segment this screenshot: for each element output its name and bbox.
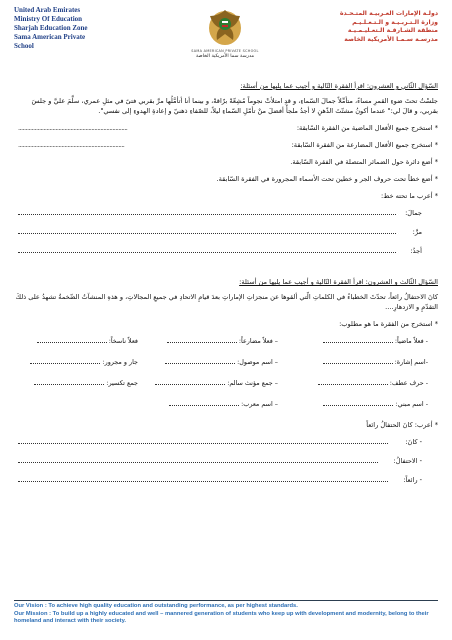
cell-label: -اسم إشارة: <box>394 358 428 367</box>
answer-line[interactable] <box>18 443 388 444</box>
question-23-title: السّؤال الثّالث و العشرون: اقرأ الفقرة التّالية و أجيب عما يليها من أسئلة: <box>239 278 438 287</box>
extract-row <box>14 400 438 409</box>
answer-line[interactable] <box>165 363 235 364</box>
answer-line[interactable] <box>18 252 396 253</box>
answer-line[interactable] <box>323 363 393 364</box>
task-text: * استخرج جميع الأفعال المضارعة من الفقرة السّابقة: <box>291 141 438 150</box>
task-text: * أعرب ما تحته خط: <box>380 192 438 201</box>
parse-label: - الاحتفالُ: <box>393 457 422 466</box>
question-22-title: السّؤال الثّاني و العشرون: اقرأ الفقرة التّالية و أجيب عما يليها من أسئلة: <box>240 82 438 90</box>
parse-label: - رائعاً: <box>403 476 422 485</box>
answer-blank[interactable]: ....................................................................... <box>18 141 125 150</box>
parse-row <box>14 228 438 237</box>
answer-line[interactable] <box>18 233 396 234</box>
extract-row <box>14 379 438 388</box>
cell-label: – اسم موصول: <box>237 358 278 367</box>
school-name-arabic <box>288 10 438 44</box>
cell-label: - حرف عطف: <box>389 379 428 388</box>
task-parse-underlined <box>14 192 438 201</box>
cell-label: جمع تكسير: <box>106 379 138 388</box>
page-footer <box>0 600 452 640</box>
header-en-line: School <box>14 42 34 50</box>
footer-divider <box>14 600 438 601</box>
parse-label: جمالَ: <box>405 209 422 218</box>
header-en-line: Sama American Private <box>14 33 86 41</box>
question-23-paragraph: كانَ الاحتفالُ رائعاً، تحدّثَ الخطباءُ في الكلماتِ الّتي ألقوها عن منجزاتِ الإماراتِ بعدَ قيامِ الاتحادِ في جميعِ المجالاتِ، و هذهِ المنشآتُ الضّخمةُ تشهدُ على ذلكَ التقدّمِ و الازدهارِ.... <box>15 293 438 311</box>
task-circle-pronouns <box>14 158 438 167</box>
extract-row <box>14 358 438 367</box>
extract-cell <box>34 379 138 388</box>
header-en-line: United Arab Emirates <box>14 6 81 14</box>
worksheet-body <box>14 82 438 495</box>
task-text: * أضع خطاً تحت حروف الجر و خطين تحت الأسماء المجرورة في الفقرة السّابقة. <box>216 175 438 184</box>
footer-text <box>14 603 434 626</box>
parse-row <box>14 209 438 218</box>
task-parse-sentence <box>14 421 438 430</box>
extract-cell <box>155 379 278 388</box>
extract-row <box>14 337 438 346</box>
parse-row <box>14 476 438 485</box>
extract-cell <box>318 379 428 388</box>
school-name-english <box>14 6 164 51</box>
header-ar-line: مدرسـة سـمـا الأمريكية الخاصة <box>344 35 438 43</box>
logo-caption-english: SAMA AMERICAN PRIVATE SCHOOL <box>191 49 259 53</box>
answer-line[interactable] <box>34 384 104 385</box>
extract-cell <box>169 400 278 409</box>
header-ar-line: وزارة الـتـربـيـة و الـتـعـلـيـم <box>352 18 438 26</box>
logo-caption-arabic: مدرسة سما الأمريكية الخاصة <box>195 54 255 59</box>
header-en-line: Sharjah Education Zone <box>14 24 88 32</box>
answer-line[interactable] <box>323 342 393 343</box>
cell-label: – اسم معرب: <box>241 400 278 409</box>
parse-label: - كانَ: <box>405 438 422 447</box>
vision-statement: Our Vision : To achieve high quality education and outstanding performance, as per highest standards. <box>14 603 298 609</box>
header-ar-line: دولـة الإمارات العـربيـة المتـحـدة <box>339 10 438 17</box>
task-text: * أعرب: كانَ الحتفالُ رائعاً <box>366 421 438 430</box>
answer-line[interactable] <box>37 342 107 343</box>
header-en-line: Ministry Of Education <box>14 15 83 23</box>
answer-line[interactable] <box>155 384 225 385</box>
answer-line[interactable] <box>167 342 237 343</box>
falcon-emblem-icon <box>203 4 247 48</box>
answer-line[interactable] <box>18 462 378 463</box>
answer-line[interactable] <box>318 384 388 385</box>
extract-cell <box>323 358 428 367</box>
answer-line[interactable] <box>169 405 239 406</box>
mission-statement: Our Mission : To build up a highly educated and well – mannered generation of students who keep up with development and modernity, belong to their homeland and interact with their society. <box>14 610 429 625</box>
answer-line[interactable] <box>323 405 393 406</box>
cell-label: - اسم مبني: <box>395 400 428 409</box>
task-present-verbs <box>14 141 438 150</box>
extract-cell <box>323 400 428 409</box>
extract-cell <box>165 358 278 367</box>
cell-label: فعلاً ناسخاً: <box>108 337 138 346</box>
answer-line[interactable] <box>18 214 396 215</box>
header-ar-line: منطقة الشـارقـة الـتعـليـمـيـة <box>347 27 438 34</box>
task-underline-prepositions <box>14 175 438 184</box>
task-text: * استخرج من الفقرة ما هو مطلوب: <box>339 320 438 329</box>
parse-label: أجدُ: <box>410 247 422 256</box>
task-past-verbs <box>14 124 438 133</box>
parse-row <box>14 438 438 447</box>
extract-cell <box>167 337 278 346</box>
cell-label: – جمع مؤنث سالم: <box>227 379 278 388</box>
cell-label: - فعلاً ماضياً: <box>394 337 428 346</box>
extract-cell <box>37 337 138 346</box>
parse-row <box>14 247 438 256</box>
task-text: * أضع دائرة حول الضمائر المتصلة في الفقرة السّابقة. <box>290 158 438 167</box>
page-header <box>0 0 452 70</box>
task-extract <box>14 320 438 329</box>
cell-label: جار و مجرور: <box>102 358 138 367</box>
answer-line[interactable] <box>18 481 388 482</box>
answer-line[interactable] <box>30 363 100 364</box>
question-22-paragraph: جلسْتُ تحتَ ضوءِ القمرِ مساءً، متأمِّلاً جمالَ السّماءِ، و قدِ امتلأتْ نجوماً مُشِعّةً برّاقةً، و بينما أنا أتأمَّلُها مرَّ بقربي فتىً في مثلِ عمري، سلَّمَ عليَّ و جلسَ بقربي، و قالَ لي:" عندما أكونُ مشتّتَ الذّهنِ لا أجدُ ملجأً أفضلَ منْ تأمّلِ السّماءِ ليلاً، للصّفاءِ ذهنيّ و إعادةِ الهدوءِ إلى نفسي". <box>31 97 438 115</box>
task-text: * استخرج جميع الأفعال الماضية من الفقرة السّابقة: <box>296 124 438 133</box>
cell-label: – فعلاً مضارعاً: <box>238 337 278 346</box>
answer-blank[interactable]: ......................................................................... <box>18 124 128 133</box>
extract-cell <box>323 337 428 346</box>
parse-label: مرَّ: <box>412 228 422 237</box>
parse-row <box>14 457 438 466</box>
school-logo <box>190 4 260 64</box>
extract-cell <box>30 358 138 367</box>
